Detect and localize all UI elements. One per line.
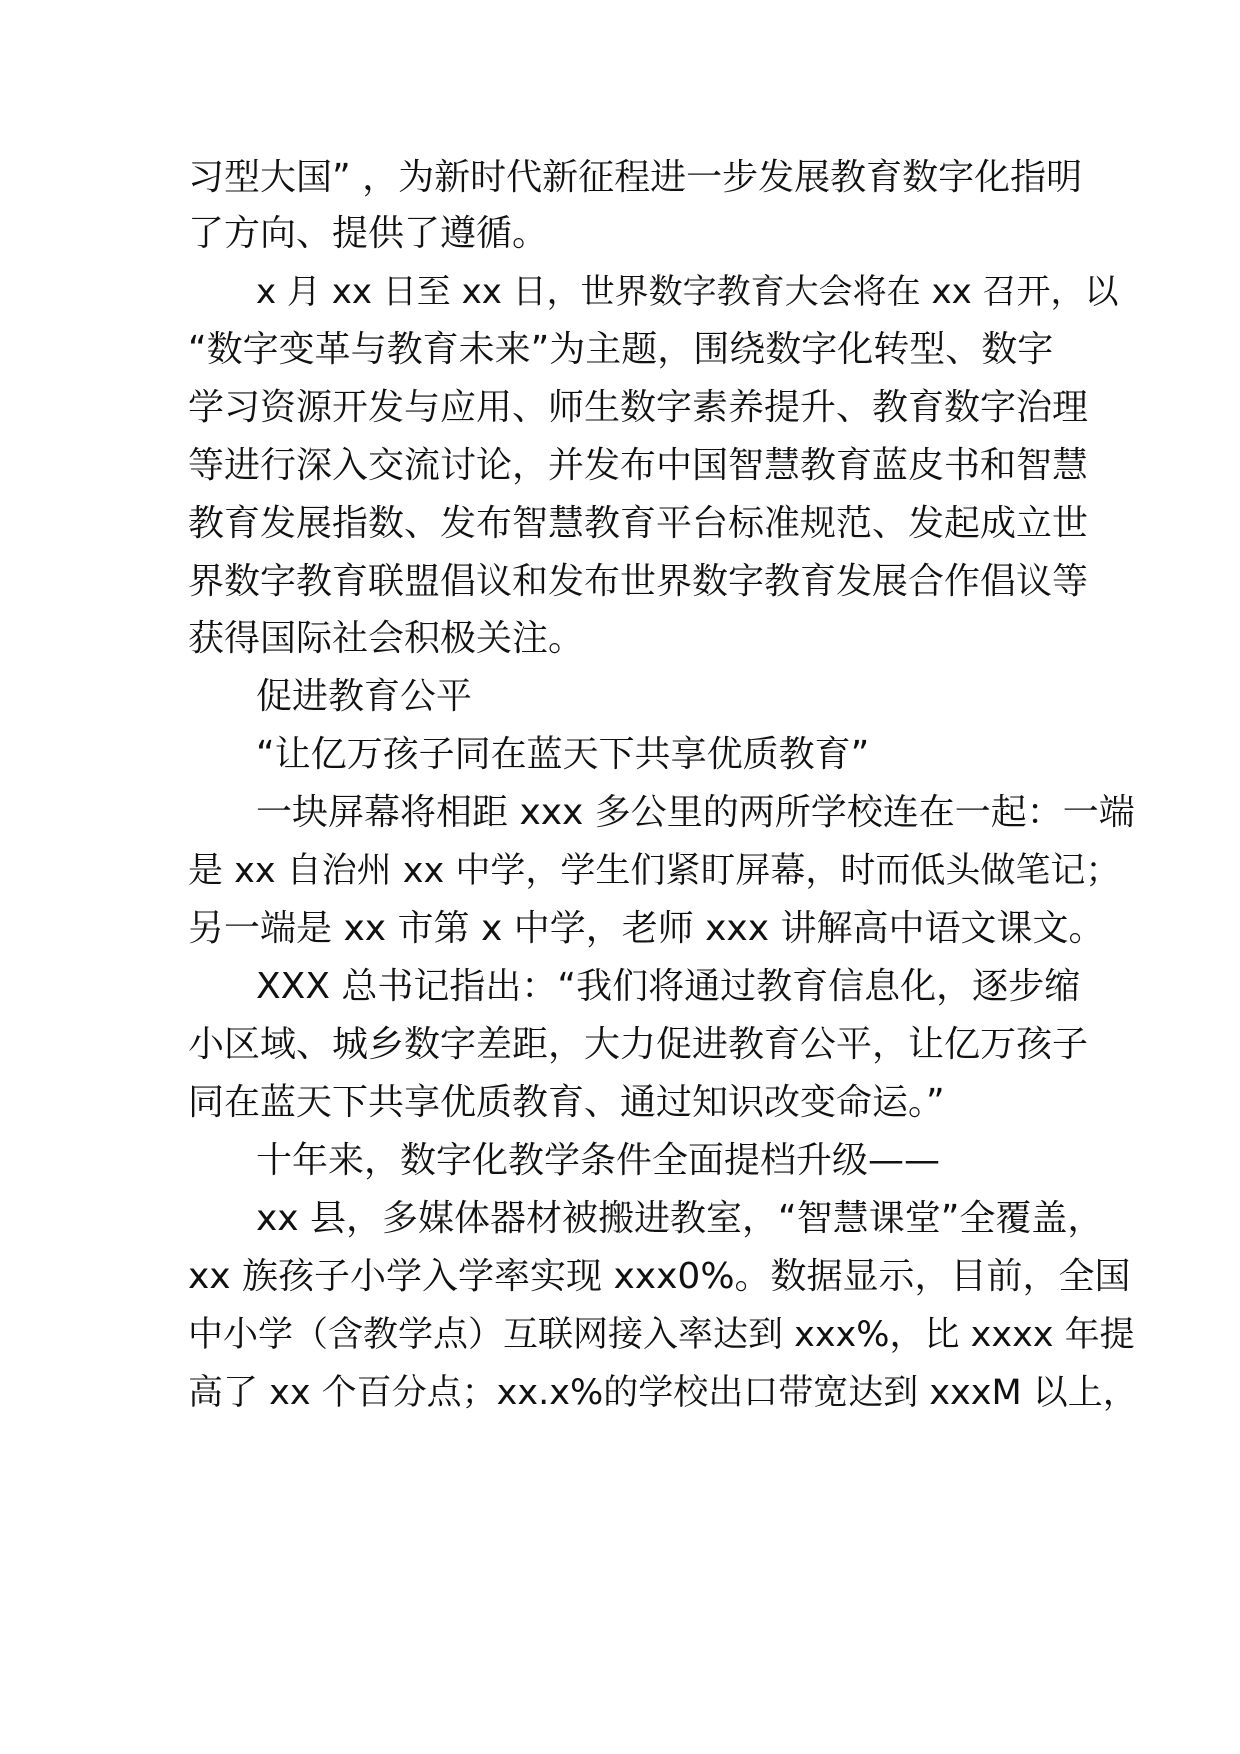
text-line-13: 是 xx 自治州 xx 中学，学生们紧盯屏幕，时而低头做笔记； — [188, 851, 1121, 891]
text-line-9: 获得国际社会积极关注。 — [188, 618, 585, 659]
text-line-5: 学习资源开发与应用、师生数字素养提升、教育数字治理 — [188, 387, 1089, 428]
text-line-2: 了方向、提供了遵循。 — [188, 213, 549, 254]
text-line-16: 小区域、城乡数字差距，大力促进教育公平，让亿万孩子 — [188, 1024, 1089, 1065]
text-line-14: 另一端是 xx 市第 x 中学，老师 xxx 讲解高中语文课文。 — [188, 908, 1105, 949]
text-line-6: 等进行深入交流讨论，并发布中国智慧教育蓝皮书和智慧 — [188, 445, 1089, 486]
text-line-21: 中小学（含教学点）互联网接入率达到 xxx%，比 xxxx 年提 — [188, 1315, 1135, 1355]
section-heading: 促进教育公平 — [256, 676, 473, 717]
text-line-20: xx 族孩子小学入学率实现 xxx0%。数据显示，目前，全国 — [188, 1256, 1131, 1297]
text-line-15: XXX 总书记指出：“我们将通过教育信息化，逐步缩 — [256, 966, 1081, 1007]
text-line-7: 教育发展指数、发布智慧教育平台标准规范、发起成立世 — [188, 503, 1089, 544]
text-line-12: 一块屏幕将相距 xxx 多公里的两所学校连在一起：一端 — [256, 792, 1135, 833]
text-line-1: 习型大国” ，为新时代新征程进一步发展教育数字化指明 — [188, 157, 1083, 198]
text-line-22: 高了 xx 个百分点；xx.x%的学校出口带宽达到 xxxM 以上， — [188, 1373, 1138, 1413]
text-line-4: “数字变革与教育未来”为主题，围绕数字化转型、数字 — [188, 329, 1054, 370]
section-subheading: “让亿万孩子同在蓝天下共享优质教育” — [256, 734, 870, 775]
text-line-19: xx 县，多媒体器材被搬进教室，“智慧课堂”全覆盖， — [256, 1198, 1104, 1239]
text-line-3: x 月 xx 日至 xx 日，世界数字教育大会将在 xx 召开，以 — [256, 272, 1119, 312]
text-line-18: 十年来，数字化教学条件全面提档升级—— — [256, 1140, 941, 1181]
text-line-8: 界数字教育联盟倡议和发布世界数字教育发展合作倡议等 — [188, 561, 1089, 602]
text-line-17: 同在蓝天下共享优质教育、通过知识改变命运。” — [188, 1082, 945, 1123]
